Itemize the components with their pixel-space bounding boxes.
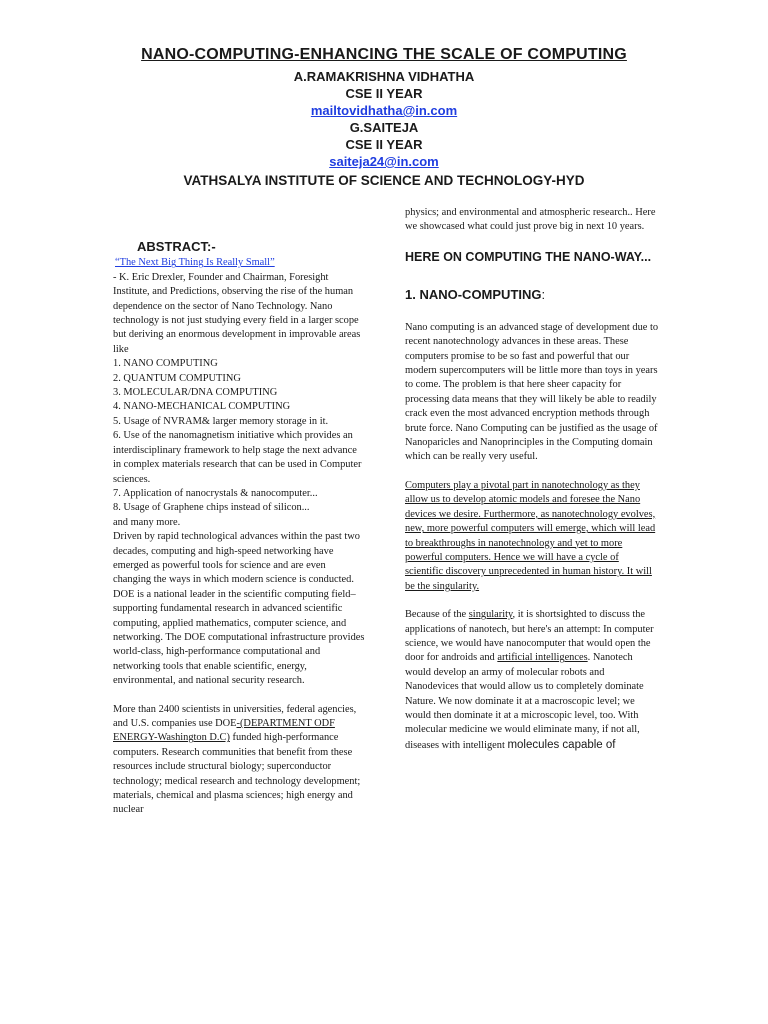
author-1-email-link[interactable]: mailtovidhatha@in.com	[310, 103, 458, 118]
author-1-name: A.RAMAKRISHNA VIDHATHA	[293, 69, 475, 84]
list-item: 6. Use of the nanomagnetism initiative which provides an interdisciplinary framework to help stage the next advance in complex materials research that can be used in Computer sciences.	[113, 430, 362, 485]
scientists-paragraph	[113, 703, 365, 818]
left-column	[113, 240, 365, 818]
ai-link[interactable]: artificial intelligences	[497, 652, 588, 664]
doe-paragraph: Driven by rapid technological advances within the past two decades, computing and high-speed networking have emerged as powerful tools for science and are even changing the ways in which modern science is conducted. DOE is a national leader in the scientific computing field– supporting fundamental research in advanced scientific computing, applied mathematics, computer science, and networking. The DOE computational infrastructure provides world-class, high-performance computational and networking tools that enable scientific, energy, environmental, and national security research.	[113, 531, 365, 687]
doe-link[interactable]: -(DEPARTMENT ODF ENERGY-Washington D.C)	[113, 718, 335, 744]
subsection-heading	[405, 286, 659, 303]
subsection-colon: :	[541, 286, 546, 302]
list-item: 3. MOLECULAR/DNA COMPUTING	[113, 387, 278, 399]
list-item: and many more.	[113, 516, 181, 528]
subsection-title: 1. NANO-COMPUTING	[405, 286, 542, 302]
abstract-intro: - K. Eric Drexler, Founder and Chairman, Foresight Institute, and Predictions, observing the rise of the human dependence on the sector of Nano Technology. Nano technology is not just studying every field in a larger scope but deriving an enormous development in improvable areas like	[113, 271, 361, 355]
author-2-year: CSE II YEAR	[345, 137, 423, 152]
continued-paragraph: physics; and environmental and atmospheric research.. Here we showcased what could just prove big in next 10 years.	[405, 207, 656, 233]
section-heading: HERE ON COMPUTING THE NANO-WAY...	[405, 249, 652, 264]
computers-paragraph: Computers play a pivotal part in nanotechnology as they allow us to develop atomic models and foresee the Nano devices we desire. Furthermore, as nanotechnology evolves, new, more powerful computers will emerge, which will lead to breakthroughs in nanotechnology and yet to more powerful computers. Hence we will have a cycle of scientific discovery unprecedented in human history. It will be the singularity.	[405, 479, 656, 592]
author-2-name: G.SAITEJA	[349, 120, 419, 135]
singularity-text-a: Because of the	[405, 609, 469, 621]
author-1-year: CSE II YEAR	[345, 86, 423, 101]
nano-computing-paragraph: Nano computing is an advanced stage of development due to recent nanotechnology advances in these areas. These computers promise to be so fast and powerful that our modern supercomputers will be little more than toys in years to come. The problem is that here sheer capacity for processing data means that they will likely be able to readily crack even the most advanced encryption methods through brute force. Nano Computing can be justified as the usage of Nanoparicles and Nanoprinciples in the Computing domain which can be really very useful.	[405, 321, 659, 463]
paper-header	[0, 46, 768, 189]
scientists-text-end: funded high-performance computers. Research communities that benefit from these resources include structural biology; superconductor technology; medical research and technology development; materials, chemical and plasma sciences; high energy and nuclear	[113, 732, 361, 816]
list-item: 7. Application of nanocrystals & nanocomputer...	[113, 487, 318, 499]
paper-title: NANO-COMPUTING-ENHANCING THE SCALE OF COMPUTING	[141, 46, 627, 63]
right-column	[405, 206, 659, 753]
singularity-paragraph	[405, 608, 659, 753]
list-item: 2. QUANTUM COMPUTING	[113, 372, 241, 384]
list-item: 5. Usage of NVRAM& larger memory storage in it.	[113, 415, 329, 427]
institute-name: VATHSALYA INSTITUTE OF SCIENCE AND TECHNOLOGY-HYD	[183, 173, 585, 188]
quote-link[interactable]: “The Next Big Thing Is Really Small”	[115, 257, 275, 269]
singularity-text-b: , it is shortsighted to discuss the applications of nanotech, but here's an attempt: In computer science, we would have nanocomputer that would open the door for androids and	[405, 609, 654, 664]
singularity-text-d: molecules capable of	[507, 738, 616, 751]
author-2-email-link[interactable]: saiteja24@in.com	[329, 154, 439, 169]
list-item: 1. NANO COMPUTING	[113, 358, 218, 370]
singularity-text-c: . Nanotech would develop an army of molecular robots and Nanodevices that would allow us to completely dominate Nature. We now dominate it at a macroscopic level; we would then dominate it at a microscopic level, too. With molecular medicine we would eliminate many, if not all, diseases with intelligent	[405, 652, 644, 751]
abstract-heading: ABSTRACT:-	[137, 239, 216, 254]
list-item: 8. Usage of Graphene chips instead of silicon...	[113, 502, 310, 514]
list-item: 4. NANO-MECHANICAL COMPUTING	[113, 401, 291, 413]
scientists-text-start: More than 2400 scientists in universities, federal agencies, and U.S. companies use DOE	[113, 703, 357, 729]
singularity-link[interactable]: singularity	[468, 609, 513, 621]
